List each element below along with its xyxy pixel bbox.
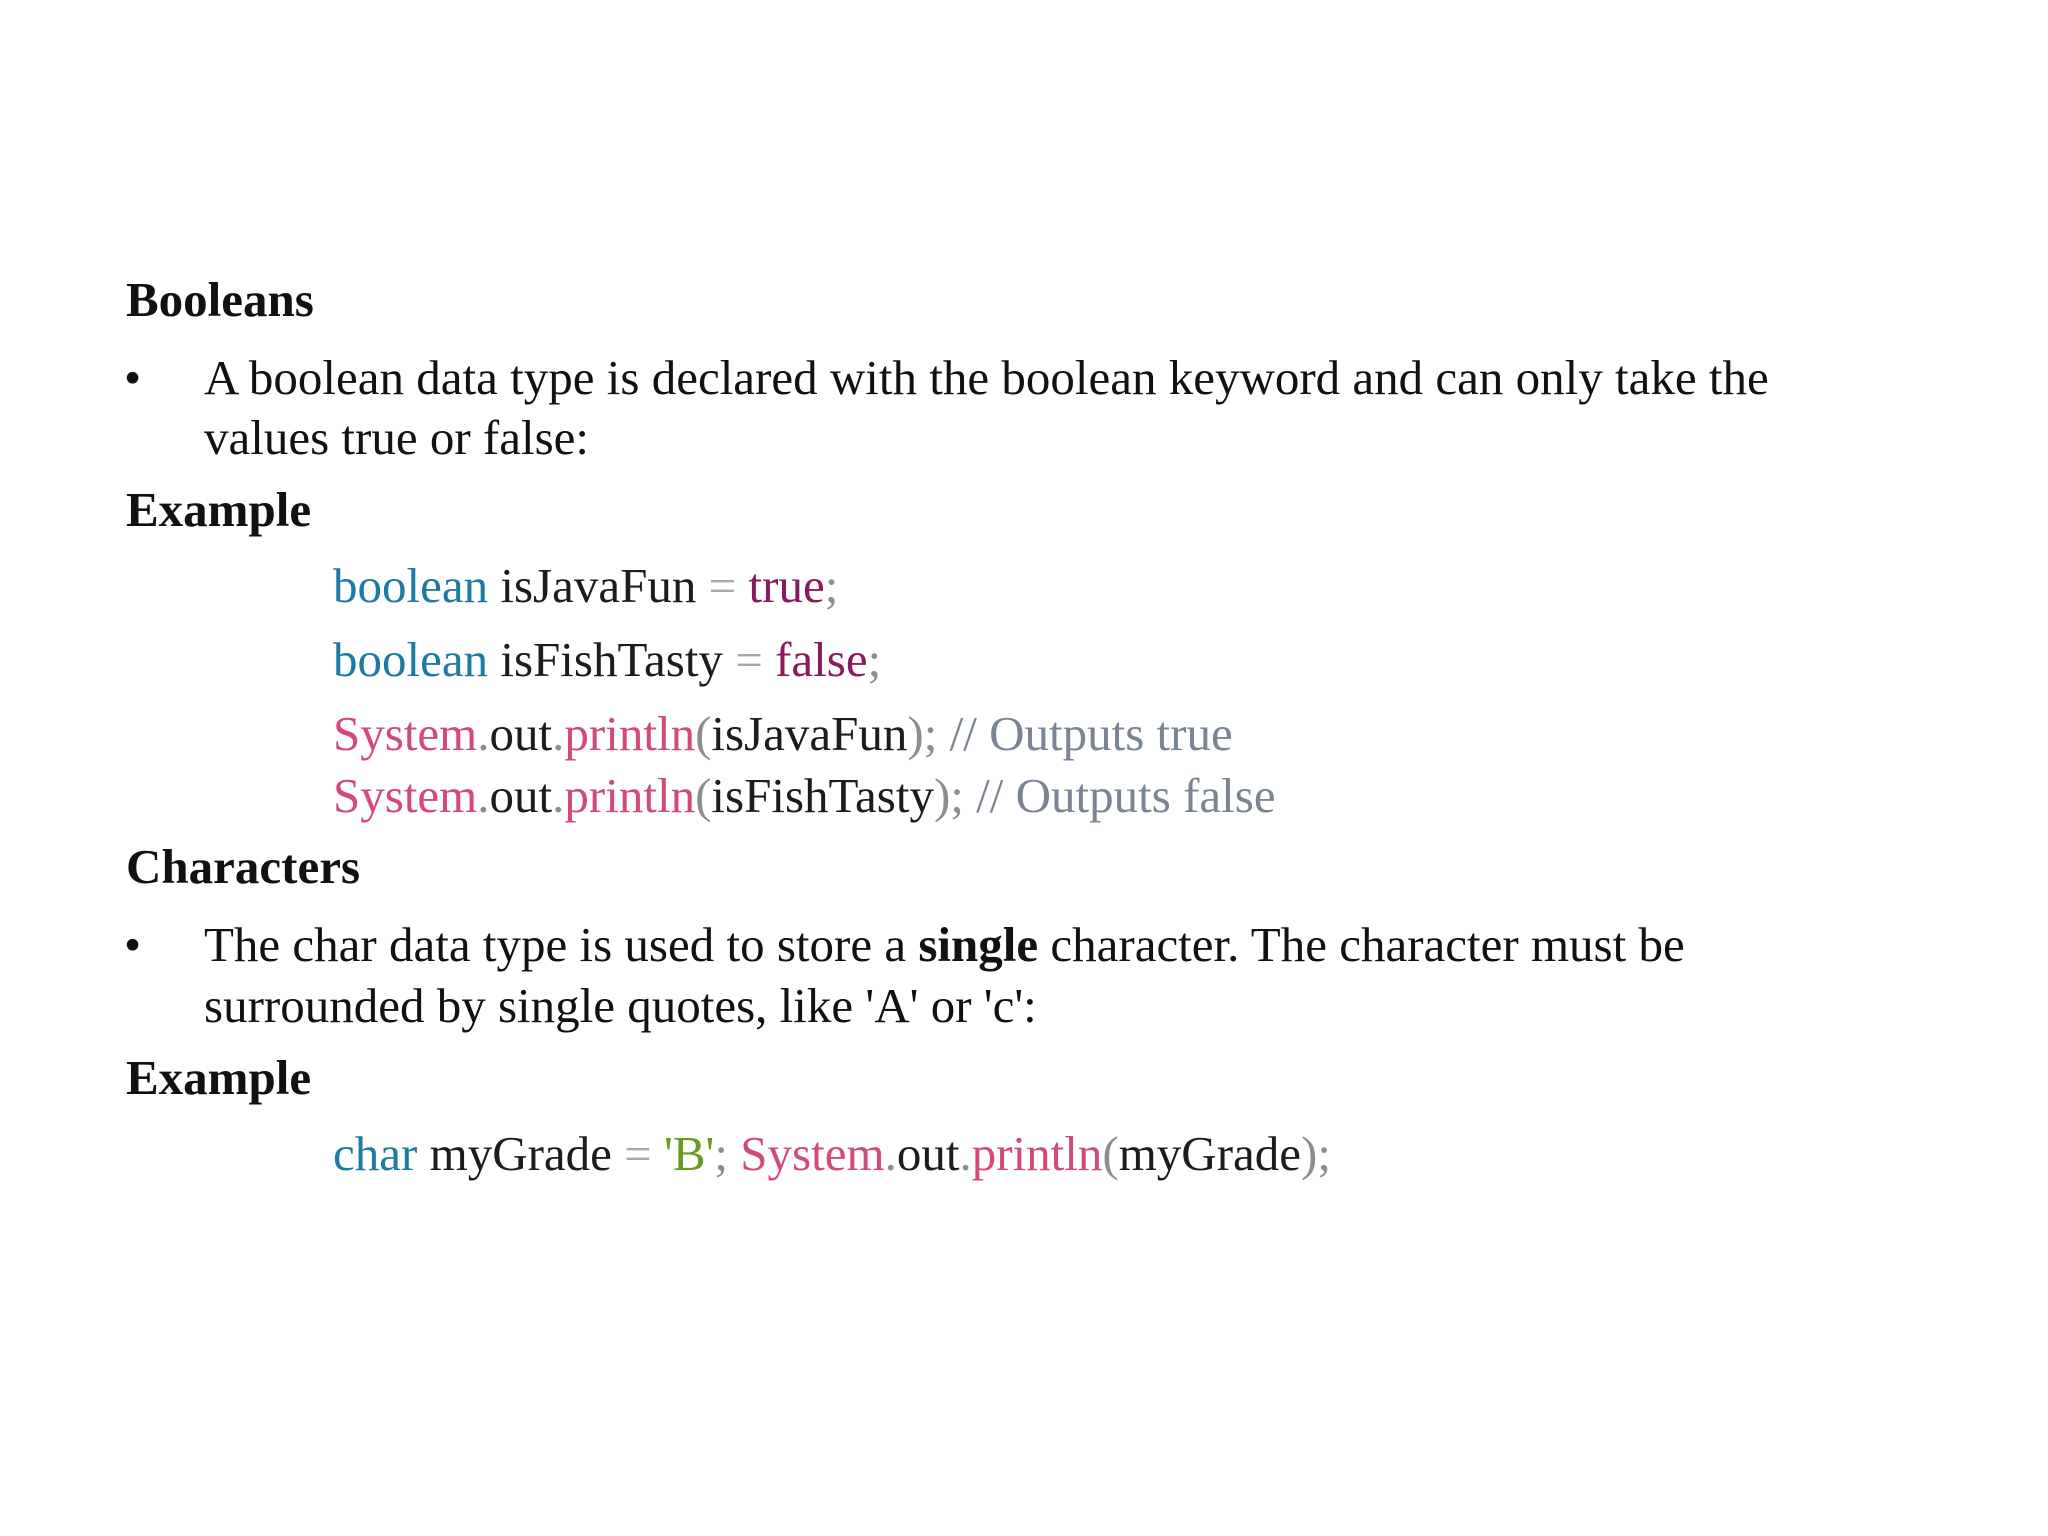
code-punctuation: ;: [867, 632, 882, 687]
characters-text-line2: surrounded by single quotes, like 'A' or 'c':: [204, 978, 1037, 1033]
code-field: out: [489, 768, 553, 823]
code-dot: .: [552, 706, 565, 761]
code-field: out: [896, 1126, 960, 1181]
code-argument: isJavaFun: [711, 706, 908, 761]
code-operator: =: [735, 632, 763, 687]
code-dot: .: [477, 706, 490, 761]
code-paren-close: );: [1301, 1126, 1331, 1181]
code-line-println-1: [333, 704, 1233, 764]
code-class: System: [333, 768, 478, 823]
booleans-heading: Booleans: [126, 272, 314, 327]
code-line-char: [333, 1124, 1331, 1184]
characters-text-emphasis: single: [918, 917, 1039, 972]
code-method: println: [564, 768, 696, 823]
code-line-boolean-2: [333, 630, 881, 690]
code-paren-open: (: [695, 706, 712, 761]
code-keyword: char: [333, 1126, 418, 1181]
code-argument: isFishTasty: [711, 768, 934, 823]
code-class: System: [333, 706, 478, 761]
code-identifier: isJavaFun: [500, 558, 697, 613]
code-dot: .: [477, 768, 490, 823]
code-punctuation: ;: [714, 1126, 729, 1181]
code-comment: // Outputs false: [976, 768, 1276, 823]
characters-text-part: The char data type is used to store a: [204, 917, 919, 972]
code-punctuation: ;: [824, 558, 839, 613]
code-operator: =: [708, 558, 737, 613]
code-identifier: myGrade: [429, 1126, 612, 1181]
code-paren-open: (: [1102, 1126, 1119, 1181]
characters-bullet: •: [124, 917, 142, 972]
code-paren-close: );: [907, 706, 938, 761]
code-method: println: [564, 706, 696, 761]
code-field: out: [489, 706, 553, 761]
code-identifier: isFishTasty: [500, 632, 723, 687]
code-dot: .: [884, 1126, 897, 1181]
code-comment: // Outputs true: [949, 706, 1233, 761]
code-line-println-2: [333, 766, 1276, 826]
booleans-text-line1: A boolean data type is declared with the boolean keyword and can only take the: [204, 350, 1769, 405]
booleans-bullet: •: [124, 350, 142, 405]
booleans-example-heading: Example: [126, 482, 312, 537]
code-dot: .: [552, 768, 565, 823]
code-method: println: [971, 1126, 1103, 1181]
code-paren-close: );: [933, 768, 964, 823]
code-paren-open: (: [695, 768, 712, 823]
code-keyword: boolean: [333, 558, 489, 613]
characters-text-part: character. The character must be: [1038, 917, 1685, 972]
code-value: false: [775, 632, 868, 687]
code-argument: myGrade: [1118, 1126, 1302, 1181]
characters-heading: Characters: [126, 839, 361, 894]
code-operator: =: [624, 1126, 652, 1181]
booleans-text-line2: values true or false:: [204, 410, 590, 465]
characters-example-heading: Example: [126, 1050, 312, 1105]
code-dot: .: [959, 1126, 972, 1181]
code-line-boolean-1: [333, 556, 838, 616]
characters-text-line1: [204, 915, 1685, 975]
code-value: true: [748, 558, 825, 613]
code-class: System: [740, 1126, 885, 1181]
code-keyword: boolean: [333, 632, 489, 687]
code-char-literal: 'B': [664, 1126, 715, 1181]
